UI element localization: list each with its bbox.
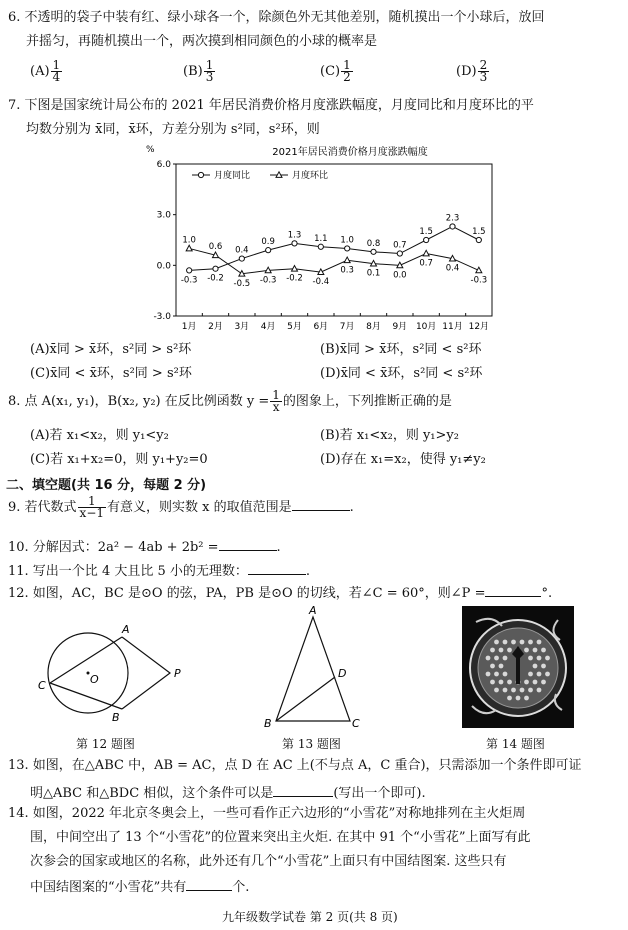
data-label: 1.5 <box>419 227 433 237</box>
x-tick-label: 6月 <box>313 322 329 332</box>
series-line-1 <box>189 226 479 270</box>
x-tick-label: 5月 <box>287 322 302 332</box>
point-月度同比 <box>239 256 244 261</box>
data-label: 0.6 <box>208 242 223 253</box>
data-label: 1.0 <box>182 235 196 246</box>
figure-14-snowflake-photo <box>462 606 574 728</box>
data-label: 1.5 <box>472 227 486 237</box>
x-tick-label: 4月 <box>260 322 276 332</box>
snowflake-dot <box>507 648 512 653</box>
x-tick-label: 8月 <box>366 322 381 332</box>
snowflake-dot <box>499 680 504 685</box>
data-label: 0.3 <box>340 265 354 276</box>
snowflake-dot <box>503 688 508 693</box>
q6-option-d: (D) $\frac{2}{3}$ <box>456 58 488 84</box>
snowflake-dot <box>545 672 550 677</box>
chart-ylabel: % <box>146 145 155 155</box>
page-footer: 九年级数学试卷 第 2 页(共 8 页) <box>222 910 398 924</box>
fig13-label-c: C <box>352 717 360 730</box>
figure-13 <box>258 605 368 730</box>
snowflake-dot <box>528 640 533 645</box>
point-月度同比 <box>345 246 350 251</box>
q7-line1: 7. 下图是国家统计局公布的 2021 年居民消费价格月度涨跌幅度，月度同比和月度环比的平 <box>8 98 534 113</box>
point-月度同比 <box>450 224 455 229</box>
snowflake-dot <box>516 696 521 701</box>
fig12-label-c: C <box>38 679 46 692</box>
x-tick-label: 9月 <box>392 322 408 332</box>
fig13-label-d: D <box>338 667 347 680</box>
y-tick-label: -3.0 <box>153 312 171 322</box>
q9: 9. 若代数式 $\frac{1}{x-1}$ 有意义，则实数 x 的取值范围是 . <box>8 494 354 520</box>
snowflake-dot <box>533 648 538 653</box>
point-月度环比 <box>344 257 350 263</box>
point-月度同比 <box>213 266 218 271</box>
y-tick-label: 3.0 <box>156 210 171 221</box>
q14-line2: 围，中间空出了 13 个“小雪花”的位置来突出主火炬. 在其中 91 个“小雪花”上面写有此 <box>30 830 531 845</box>
snowflake-dot <box>507 696 512 701</box>
snowflake-dot <box>494 688 499 693</box>
point-月度同比 <box>424 237 429 242</box>
data-label: 1.3 <box>287 230 302 241</box>
q8-option-c: (C)若 x₁+x₂=0，则 y₁+y₂=0 <box>30 452 208 467</box>
point-月度环比 <box>423 250 429 256</box>
data-label: 2.3 <box>445 213 460 224</box>
legend-label: 月度同比 <box>214 171 251 181</box>
q6-option-b: (B) $\frac{1}{3}$ <box>183 58 214 84</box>
data-label: -0.2 <box>286 273 303 284</box>
snowflake-dot <box>537 688 542 693</box>
snowflake-dot <box>486 672 491 677</box>
snowflake-dot <box>507 680 512 685</box>
snowflake-dot <box>503 672 508 677</box>
q6-option-a: (A) $\frac{1}{4}$ <box>30 58 61 84</box>
data-label: -0.3 <box>180 275 198 286</box>
point-月度同比 <box>476 237 481 242</box>
data-label: 0.4 <box>235 245 249 256</box>
data-label: 0.0 <box>393 270 407 281</box>
q14-line3: 次参会的国家或地区的名称，此外还有几个“小雪花”上面只有中国结图案. 这些只有 <box>30 854 507 869</box>
x-tick-label: 3月 <box>234 322 250 332</box>
q7-option-b: (B)x̄同 > x̄环，s²同 < s²环 <box>320 342 482 357</box>
q11: 11. 写出一个比 4 大且比 5 小的无理数： . <box>8 564 311 579</box>
data-label: -0.2 <box>207 273 224 284</box>
snowflake-dot <box>511 688 516 693</box>
x-tick-label: 11月 <box>442 322 463 332</box>
data-label: -0.3 <box>259 275 277 286</box>
point-月度同比 <box>371 249 376 254</box>
snowflake-dot <box>528 656 533 661</box>
snowflake-dot <box>499 648 504 653</box>
fig12-label-b: B <box>112 711 120 724</box>
data-label: 0.7 <box>393 240 407 251</box>
data-label: 0.4 <box>445 263 460 274</box>
q14-line1: 14. 如图，2022 年北京冬奥会上，一些可看作正六边形的“小雪花”对称地排列在主火炬周 <box>8 806 526 821</box>
snowflake-dot <box>494 672 499 677</box>
data-label: 0.9 <box>261 237 275 248</box>
point-月度同比 <box>187 268 192 273</box>
snowflake-dot <box>537 640 542 645</box>
fig13-caption: 第 13 题图 <box>282 737 341 751</box>
snowflake-dot <box>541 648 546 653</box>
fig12-caption: 第 12 题图 <box>76 737 135 751</box>
data-label: -0.5 <box>233 278 251 289</box>
snowflake-dot <box>490 680 495 685</box>
fig14-caption: 第 14 题图 <box>486 737 545 751</box>
snowflake-dot <box>524 648 529 653</box>
q7-option-c: (C)x̄同 < x̄环，s²同 > s²环 <box>30 366 192 381</box>
legend-marker <box>198 172 203 177</box>
chart-title: 2021年居民消费价格月度涨跌幅度 <box>272 147 428 158</box>
snowflake-dot <box>541 680 546 685</box>
data-label: 1.1 <box>314 233 328 244</box>
snowflake-dot <box>545 656 550 661</box>
data-label: -0.3 <box>470 275 488 286</box>
legend-label: 月度环比 <box>292 171 329 181</box>
q6-line2: 并摇匀，再随机摸出一个，两次摸到相同颜色的小球的概率是 <box>26 34 378 49</box>
point-月度环比 <box>292 266 298 272</box>
snowflake-dot <box>511 640 516 645</box>
y-tick-label: 6.0 <box>156 160 171 170</box>
snowflake-dot <box>486 656 491 661</box>
plot-frame <box>176 164 492 316</box>
q8-option-d: (D)存在 x₁=x₂，使得 y₁≠y₂ <box>320 452 486 467</box>
snowflake-dot <box>537 656 542 661</box>
snowflake-dot <box>494 656 499 661</box>
snowflake-dot <box>524 696 529 701</box>
snowflake-dot <box>503 656 508 661</box>
figure-12 <box>30 615 200 725</box>
snowflake-dot <box>520 640 525 645</box>
q7-option-d: (D)x̄同 < x̄环，s²同 < s²环 <box>320 366 483 381</box>
q13-line2: 明△ABC 和△BDC 相似，这个条件可以是 (写出一个即可). <box>30 786 426 801</box>
point-月度同比 <box>397 251 402 256</box>
cpi-chart <box>140 140 500 336</box>
x-tick-label: 7月 <box>339 322 355 332</box>
snowflake-dot <box>499 664 504 669</box>
snowflake-dot <box>533 664 538 669</box>
fig13-label-b: B <box>264 717 272 730</box>
point-月度同比 <box>266 248 271 253</box>
snowflake-dot <box>490 648 495 653</box>
fig12-label-p: P <box>174 667 181 680</box>
data-label: 0.1 <box>366 268 381 279</box>
data-label: 0.8 <box>366 238 381 249</box>
q8-stem: 8. 点 A(x₁, y₁)，B(x₂, y₂) 在反比例函数 y = $\frac{1}{x}$ 的图象上，下列推断正确的是 <box>8 388 452 414</box>
q7-option-a: (A)x̄同 > x̄环，s²同 > s²环 <box>30 342 192 357</box>
data-label: -0.4 <box>312 277 330 288</box>
fig13-label-a: A <box>309 605 317 617</box>
x-tick-label: 2月 <box>208 322 223 332</box>
q10: 10. 分解因式：2a² − 4ab + 2b² = . <box>8 540 281 555</box>
q7-line2: 均数分别为 x̄同，x̄环，方差分别为 s²同，s²环，则 <box>26 122 320 137</box>
point-月度环比 <box>186 245 192 251</box>
snowflake-dot <box>520 688 525 693</box>
snowflake-dot <box>528 672 533 677</box>
q14-line4: 中国结图案的“小雪花”共有 个. <box>30 880 250 895</box>
y-tick-label: 0.0 <box>156 261 171 272</box>
x-tick-label: 1月 <box>181 322 197 332</box>
data-label: 1.0 <box>340 235 354 246</box>
snowflake-dot <box>490 664 495 669</box>
point-月度同比 <box>318 244 323 249</box>
data-label: 0.7 <box>419 258 433 269</box>
section-heading: 二、填空题(共 16 分，每题 2 分) <box>6 478 207 493</box>
q13-line1: 13. 如图，在△ABC 中，AB = AC，点 D 在 AC 上(不与点 A，C 重合)，只需添加一个条件即可证 <box>8 758 582 773</box>
fig12-label-a: A <box>122 623 130 636</box>
snowflake-dot <box>503 640 508 645</box>
snowflake-dot <box>494 640 499 645</box>
point-月度同比 <box>292 241 297 246</box>
q8-option-b: (B)若 x₁<x₂，则 y₁>y₂ <box>320 428 459 443</box>
snowflake-dot <box>541 664 546 669</box>
fig12-label-o: O <box>90 673 99 686</box>
q6-line1: 6. 不透明的袋子中装有红、绿小球各一个，除颜色外无其他差别，随机摸出一个小球后，放回 <box>8 10 545 25</box>
snowflake-dot <box>528 688 533 693</box>
x-tick-label: 12月 <box>468 322 490 332</box>
q8-option-a: (A)若 x₁<x₂，则 y₁<y₂ <box>30 428 169 443</box>
snowflake-dot <box>533 680 538 685</box>
q12: 12. 如图，AC，BC 是⊙O 的弦，PA，PB 是⊙O 的切线，若∠C = 60°，则∠P = °. <box>8 586 553 601</box>
snowflake-dot <box>524 680 529 685</box>
q6-option-c: (C) $\frac{1}{2}$ <box>320 58 351 84</box>
x-tick-label: 10月 <box>415 322 437 332</box>
snowflake-dot <box>537 672 542 677</box>
